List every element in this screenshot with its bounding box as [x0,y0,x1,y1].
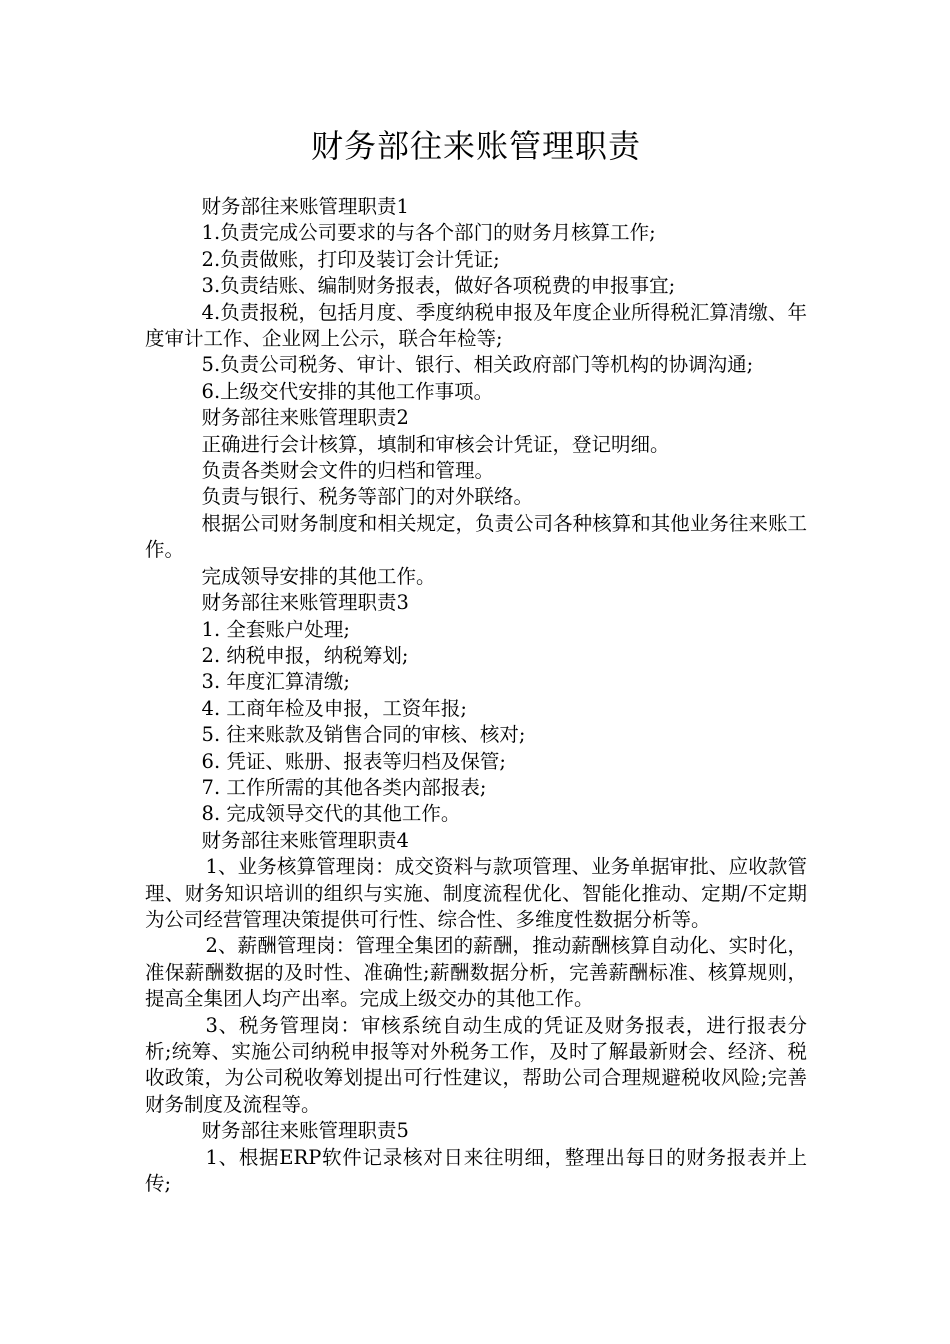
body-paragraph: 2、薪酬管理岗：管理全集团的薪酬，推动薪酬核算自动化、实时化，准保薪酬数据的及时性、准确性;薪酬数据分析，完善薪酬标准、核算规则，提高全集团人均产出率。完成上级交办的其他工作。 [145,934,807,1011]
body-paragraph: 1、业务核算管理岗：成交资料与款项管理、业务单据审批、应收款管理、财务知识培训的组织与实施、制度流程优化、智能化推动、定期/不定期为公司经营管理决策提供可行性、综合性、多维度性数据分析等。 [145,855,807,931]
list-item: 4. 工商年检及申报，工资年报; [201,696,467,720]
body-paragraph: 负责与银行、税务等部门的对外联络。 [201,485,534,509]
section-heading-3: 财务部往来账管理职责3 [201,591,409,615]
list-item: 5. 往来账款及销售合同的审核、核对; [201,723,526,747]
section-heading-1: 财务部往来账管理职责1 [201,195,409,218]
list-item: 4.负责报税，包括月度、季度纳税申报及年度企业所得税汇算清缴、年度审计工作、企业网上公示，联合年检等; [145,300,807,351]
list-item: 3. 年度汇算清缴; [201,670,350,694]
list-item: 3.负责结账、编制财务报表，做好各项税费的申报事宜; [201,274,676,298]
list-item: 2. 纳税申报，纳税筹划; [201,643,409,667]
body-paragraph: 完成领导安排的其他工作。 [201,564,436,588]
list-item: 1. 全套账户处理; [201,617,350,641]
section-heading-4: 财务部往来账管理职责4 [201,828,409,852]
body-paragraph: 3、税务管理岗：审核系统自动生成的凭证及财务报表，进行报表分析;统筹、实施公司纳税申报等对外税务工作，及时了解最新财会、经济、税收政策，为公司税收筹划提出可行性建议，帮助公司合理规避税收风险;完善财务制度及流程等。 [145,1013,807,1116]
list-item: 1.负责完成公司要求的与各个部门的财务月核算工作; [201,221,656,245]
document-title: 财务部往来账管理职责 [310,127,641,165]
list-item: 2.负责做账，打印及装订会计凭证; [201,247,500,271]
document-page [145,124,807,1197]
list-item: 7. 工作所需的其他各类内部报表; [201,775,487,799]
body-paragraph: 正确进行会计核算，填制和审核会计凭证，登记明细。 [201,432,670,456]
section-heading-5: 财务部往来账管理职责5 [201,1119,409,1143]
body-paragraph: 1、根据ERP软件记录核对日来往明细，整理出每日的财务报表并上传; [145,1145,807,1196]
list-item: 6. 凭证、账册、报表等归档及保管; [201,749,506,773]
body-paragraph: 负责各类财会文件的归档和管理。 [201,459,495,483]
list-item: 6.上级交代安排的其他工作事项。 [201,379,494,403]
list-item: 8. 完成领导交代的其他工作。 [201,802,461,826]
body-paragraph: 根据公司财务制度和相关规定，负责公司各种核算和其他业务往来账工作。 [145,511,807,562]
section-heading-2: 财务部往来账管理职责2 [201,406,409,430]
list-item: 5.负责公司税务、审计、银行、相关政府部门等机构的协调沟通; [201,353,754,377]
